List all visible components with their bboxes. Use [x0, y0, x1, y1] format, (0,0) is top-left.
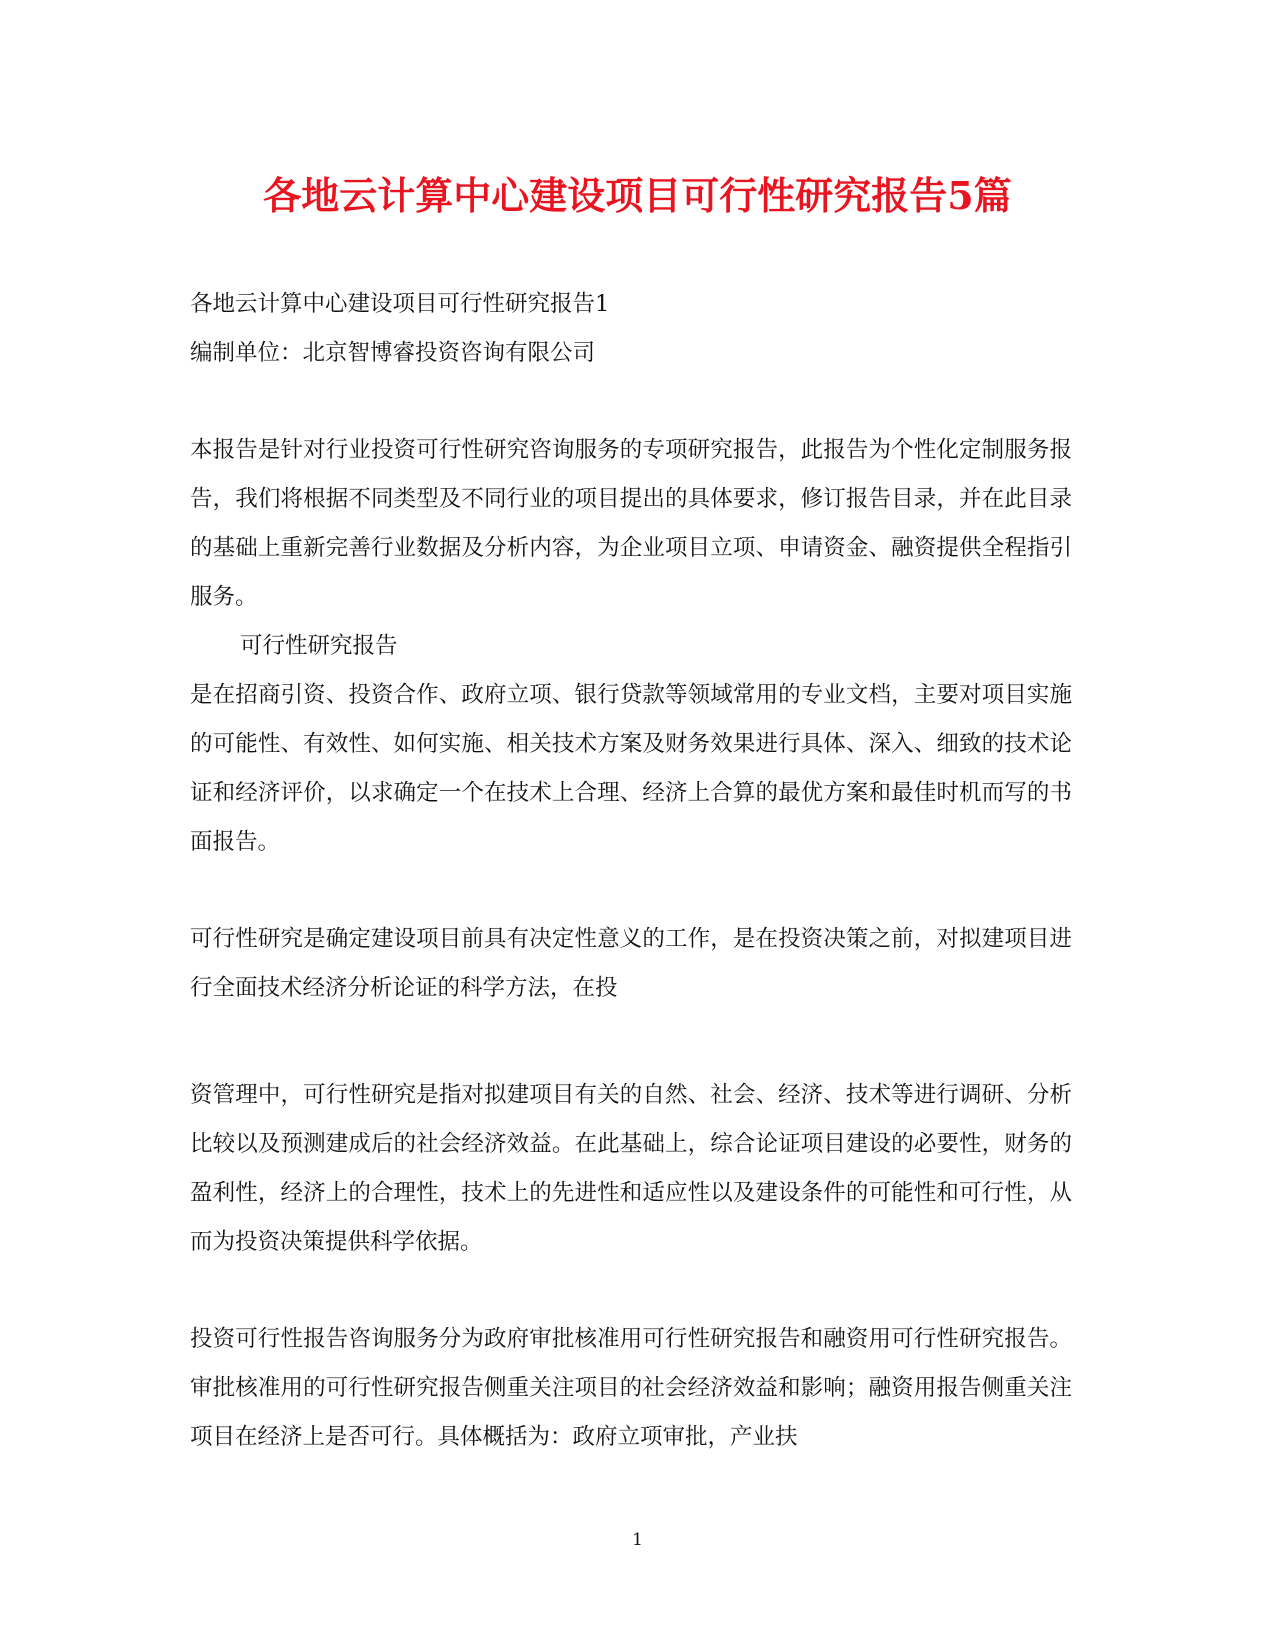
importance-paragraph: 可行性研究是确定建设项目前具有决定性意义的工作，是在投资决策之前，对拟建项目进行全面技术经济分析论证的科学方法，在投	[190, 926, 1072, 1001]
report-heading: 各地云计算中心建设项目可行性研究报告1	[190, 291, 610, 317]
compiler-line: 编制单位：北京智博睿投资咨询有限公司	[190, 340, 596, 366]
management-paragraph: 资管理中，可行性研究是指对拟建项目有关的自然、社会、经济、技术等进行调研、分析比较以及预测建成后的社会经济效益。在此基础上，综合论证项目建设的必要性，财务的盈利性，经济上的合理性，技术上的先进性和适应性以及建设条件的可能性和可行性，从而为投资决策提供科学依据。	[190, 1082, 1072, 1255]
document-body	[190, 280, 1072, 1462]
definition-paragraph: 是在招商引资、投资合作、政府立项、银行贷款等领域常用的专业文档，主要对项目实施的可能性、有效性、如何实施、相关技术方案及财务效果进行具体、深入、细致的技术论证和经济评价，以求确定一个在技术上合理、经济上合算的最优方案和最佳时机而写的书面报告。	[190, 682, 1072, 855]
subheading-text: 可行性研究报告	[240, 633, 398, 659]
page-number: 1	[632, 1530, 643, 1550]
intro-paragraph: 本报告是针对行业投资可行性研究咨询服务的专项研究报告，此报告为个性化定制服务报告，我们将根据不同类型及不同行业的项目提出的具体要求，修订报告目录，并在此目录的基础上重新完善行业数据及分析内容，为企业项目立项、申请资金、融资提供全程指引服务。	[190, 437, 1072, 610]
services-paragraph: 投资可行性报告咨询服务分为政府审批核准用可行性研究报告和融资用可行性研究报告。审批核准用的可行性研究报告侧重关注项目的社会经济效益和影响；融资用报告侧重关注项目在经济上是否可行。具体概括为：政府立项审批，产业扶	[190, 1326, 1072, 1450]
document-title: 各地云计算中心建设项目可行性研究报告5篇	[263, 173, 1012, 218]
